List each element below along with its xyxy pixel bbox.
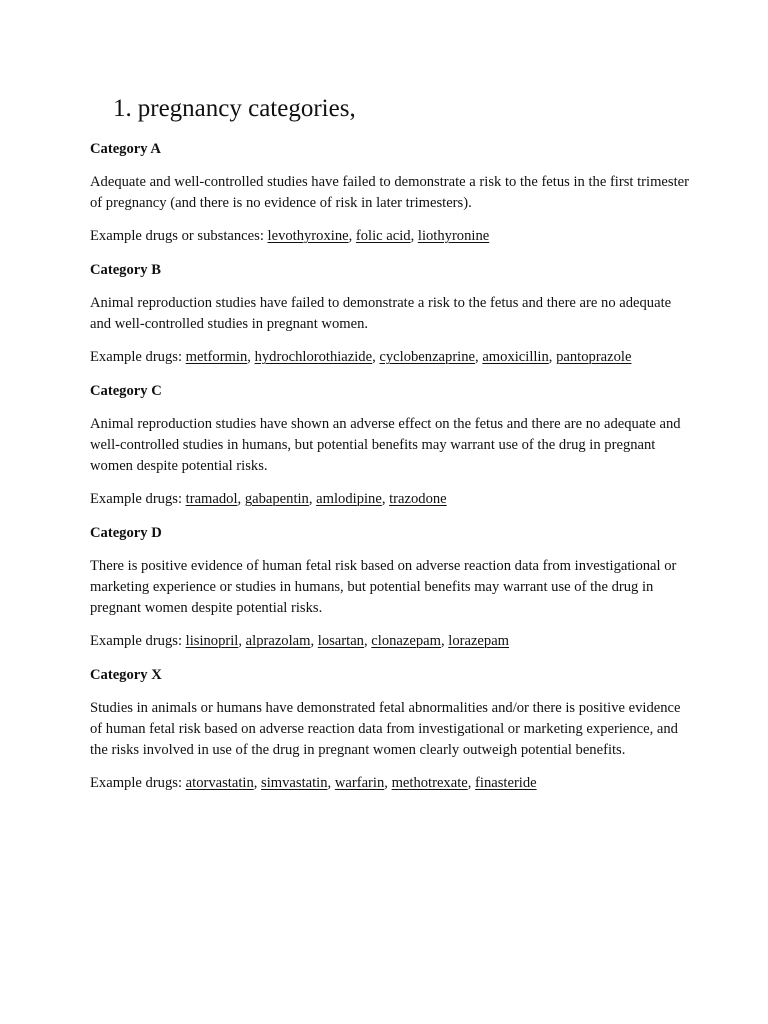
category-c: [90, 381, 690, 510]
drug-link[interactable]: levothyroxine: [267, 228, 349, 244]
category-examples: Example drugs: lisinopril, alprazolam, losartan, clonazepam, lorazepam: [90, 633, 510, 649]
category-title: Category D: [90, 525, 162, 541]
drug-link[interactable]: amoxicillin: [482, 349, 549, 365]
drug-link[interactable]: alprazolam: [245, 633, 311, 649]
category-title: Category A: [90, 141, 161, 157]
category-title: Category C: [90, 383, 162, 399]
drug-link[interactable]: clonazepam: [371, 633, 441, 649]
category-description: Adequate and well-controlled studies have failed to demonstrate a risk to the fetus in the first trimester of pregnancy (and there is no evidence of risk in later trimesters).: [90, 174, 689, 211]
drug-link[interactable]: pantoprazole: [556, 349, 632, 365]
examples-label: Example drugs or substances:: [90, 228, 268, 244]
drug-link[interactable]: lorazepam: [448, 633, 510, 649]
heading-number: 1.: [113, 95, 132, 122]
drug-link[interactable]: finasteride: [475, 775, 537, 791]
drug-link[interactable]: hydrochlorothiazide: [254, 349, 373, 365]
category-examples: Example drugs: atorvastatin, simvastatin, warfarin, methotrexate, finasteride: [90, 775, 537, 791]
drug-link[interactable]: amlodipine: [316, 491, 382, 507]
category-description: Animal reproduction studies have failed to demonstrate a risk to the fetus and there are no adequate and well-controlled studies in pregnant women.: [90, 295, 672, 332]
category-description: Animal reproduction studies have shown an adverse effect on the fetus and there are no adequate and well-controlled studies in humans, but potential benefits may warrant use of the drug in pregnant women despite potential risks.: [90, 416, 681, 474]
drug-link[interactable]: warfarin: [334, 775, 385, 791]
category-b: [90, 260, 690, 368]
examples-label: Example drugs:: [90, 633, 186, 649]
drug-link[interactable]: folic acid: [355, 228, 411, 244]
examples-label: Example drugs:: [90, 349, 186, 365]
drug-link[interactable]: methotrexate: [391, 775, 468, 791]
examples-label: Example drugs:: [90, 775, 186, 791]
drug-link[interactable]: gabapentin: [244, 491, 309, 507]
page-title: [113, 92, 356, 126]
drug-link[interactable]: cyclobenzaprine: [379, 349, 476, 365]
category-examples: Example drugs: metformin, hydrochlorothiazide, cyclobenzaprine, amoxicillin, pantoprazole: [90, 349, 632, 365]
category-description: There is positive evidence of human fetal risk based on adverse reaction data from investigational or marketing experience or studies in humans, but potential benefits may warrant use of the drug in pregnant women despite potential risks.: [90, 558, 677, 616]
category-examples: Example drugs or substances: levothyroxine, folic acid, liothyronine: [90, 228, 490, 244]
drug-link[interactable]: losartan: [317, 633, 364, 649]
categories-list: [90, 139, 690, 807]
drug-link[interactable]: simvastatin: [261, 775, 328, 791]
drug-link[interactable]: tramadol: [185, 491, 238, 507]
category-description: Studies in animals or humans have demonstrated fetal abnormalities and/or there is positive evidence of human fetal risk based on adverse reaction data from investigational or marketing experience, and the risks involved in use of the drug in pregnant women clearly outweigh potential benefits.: [90, 700, 681, 758]
drug-link[interactable]: lisinopril: [185, 633, 239, 649]
category-title: Category X: [90, 667, 162, 683]
drug-link[interactable]: metformin: [185, 349, 248, 365]
category-a: [90, 139, 690, 247]
category-x: [90, 665, 690, 794]
examples-label: Example drugs:: [90, 491, 186, 507]
heading-text: pregnancy categories,: [137, 95, 356, 122]
category-title: Category B: [90, 262, 161, 278]
drug-link[interactable]: trazodone: [389, 491, 447, 507]
drug-link[interactable]: atorvastatin: [185, 775, 254, 791]
drug-link[interactable]: liothyronine: [417, 228, 490, 244]
category-examples: Example drugs: tramadol, gabapentin, amlodipine, trazodone: [90, 491, 447, 507]
category-d: [90, 523, 690, 652]
